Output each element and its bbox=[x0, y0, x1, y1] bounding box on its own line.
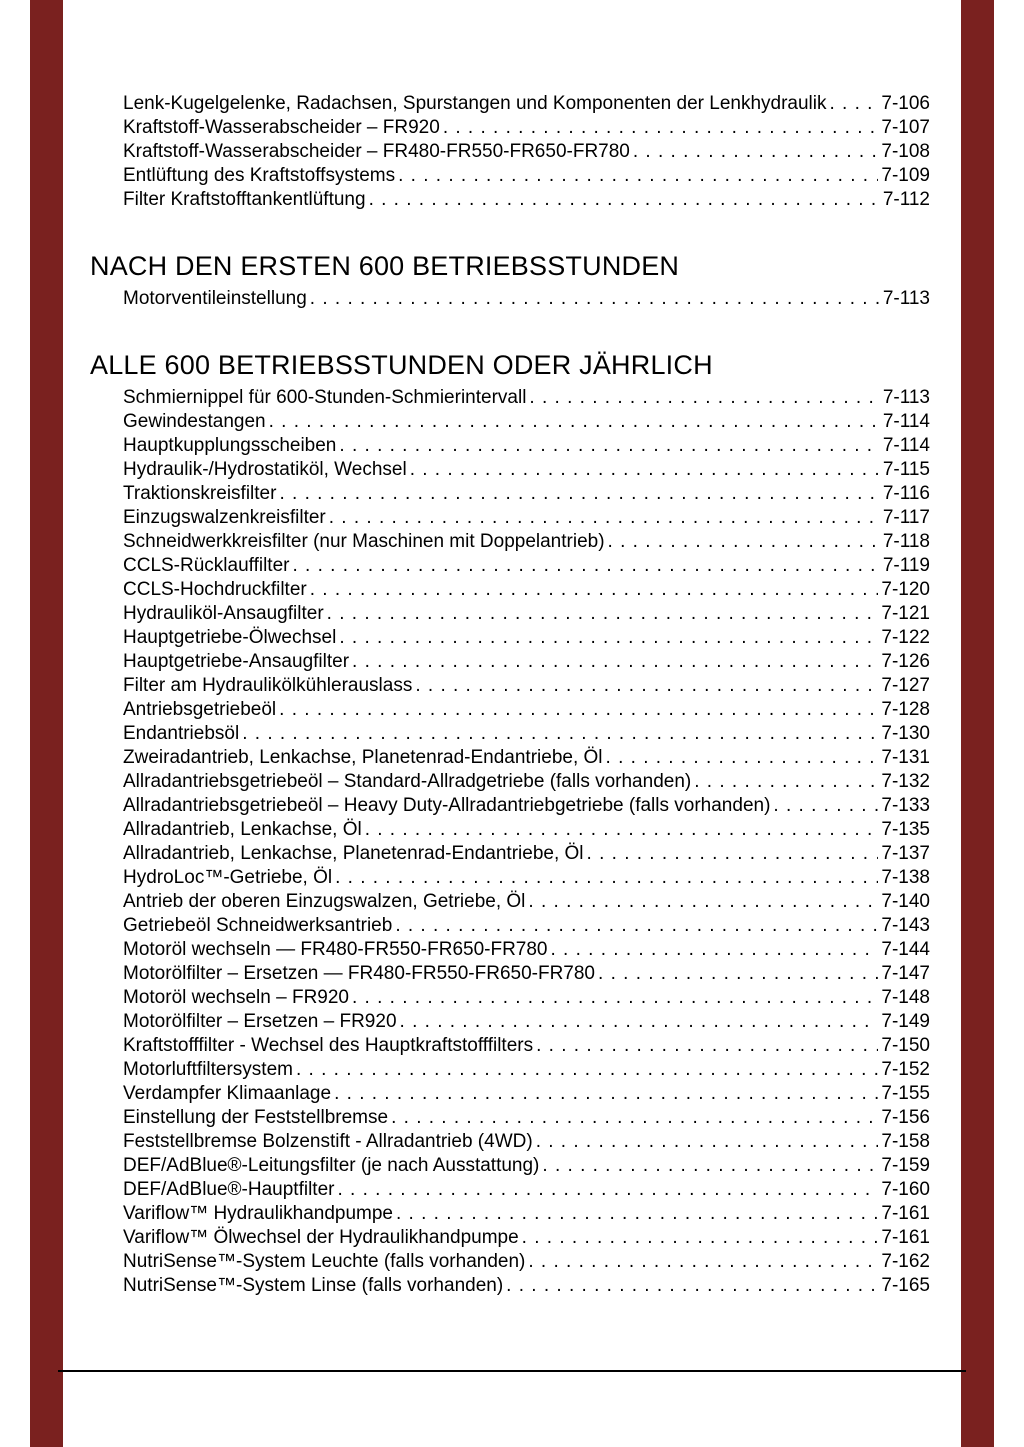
entry-page-number: 7-107 bbox=[881, 117, 930, 138]
entry-title: Hauptkupplungsscheiben bbox=[123, 435, 337, 456]
entry-page-number: 7-159 bbox=[881, 1155, 930, 1176]
entry-title: NutriSense™-System Leuchte (falls vorhanden) bbox=[123, 1251, 526, 1272]
dot-leader bbox=[536, 1130, 879, 1154]
toc-entry bbox=[123, 1154, 930, 1178]
dot-leader bbox=[327, 602, 879, 626]
entry-title: NutriSense™-System Linse (falls vorhanden) bbox=[123, 1275, 504, 1296]
entry-title: Endantriebsöl bbox=[123, 723, 240, 744]
toc-sections bbox=[90, 92, 930, 1298]
entry-page-number: 7-133 bbox=[881, 795, 930, 816]
dot-leader bbox=[352, 650, 878, 674]
entry-page-number: 7-160 bbox=[881, 1179, 930, 1200]
toc-entry bbox=[123, 434, 930, 458]
toc-entry bbox=[123, 554, 930, 578]
section-entries bbox=[123, 92, 930, 212]
dot-leader bbox=[339, 434, 879, 458]
entry-page-number: 7-112 bbox=[882, 189, 930, 210]
entry-page-number: 7-165 bbox=[881, 1275, 930, 1296]
entry-page-number: 7-115 bbox=[882, 459, 930, 480]
entry-page-number: 7-161 bbox=[881, 1227, 930, 1248]
entry-page-number: 7-114 bbox=[882, 411, 930, 432]
toc-entry bbox=[123, 1106, 930, 1130]
entry-page-number: 7-116 bbox=[882, 483, 930, 504]
dot-leader bbox=[551, 938, 879, 962]
entry-page-number: 7-156 bbox=[881, 1107, 930, 1128]
dot-leader bbox=[536, 1034, 878, 1058]
dot-leader bbox=[633, 140, 879, 164]
dot-leader bbox=[296, 1058, 878, 1082]
toc-entry bbox=[123, 890, 930, 914]
toc-section bbox=[90, 250, 930, 311]
toc-entry bbox=[123, 722, 930, 746]
entry-page-number: 7-117 bbox=[882, 507, 930, 528]
entry-page-number: 7-113 bbox=[882, 387, 930, 408]
toc-entry bbox=[123, 1250, 930, 1274]
toc-entry bbox=[123, 1034, 930, 1058]
entry-page-number: 7-113 bbox=[882, 288, 930, 309]
toc-entry bbox=[123, 386, 930, 410]
dot-leader bbox=[269, 410, 880, 434]
toc-entry bbox=[123, 92, 930, 116]
entry-page-number: 7-138 bbox=[881, 867, 930, 888]
entry-page-number: 7-131 bbox=[881, 747, 930, 768]
section-entries bbox=[123, 386, 930, 1298]
dot-leader bbox=[608, 530, 880, 554]
entry-title: Hauptgetriebe-Ansaugfilter bbox=[123, 651, 350, 672]
entry-title: Motorventileinstellung bbox=[123, 288, 307, 309]
dot-leader bbox=[365, 818, 879, 842]
toc-entry bbox=[123, 578, 930, 602]
entry-title: Allradantriebsgetriebeöl – Standard-Allradgetriebe (falls vorhanden) bbox=[123, 771, 692, 792]
entry-page-number: 7-119 bbox=[882, 555, 930, 576]
entry-title: Schneidwerkkreisfilter (nur Maschinen mit Doppelantrieb) bbox=[123, 531, 605, 552]
toc-section bbox=[90, 349, 930, 1298]
entry-title: Hauptgetriebe-Ölwechsel bbox=[123, 627, 337, 648]
entry-title: Antriebsgetriebeöl bbox=[123, 699, 277, 720]
entry-title: HydroLoc™-Getriebe, Öl bbox=[123, 867, 333, 888]
section-heading: ALLE 600 BETRIEBSSTUNDEN ODER JÄHRLICH bbox=[90, 350, 713, 380]
entry-page-number: 7-127 bbox=[881, 675, 930, 696]
toc-entry bbox=[123, 410, 930, 434]
toc-entry bbox=[123, 938, 930, 962]
toc-entry bbox=[123, 986, 930, 1010]
dot-leader bbox=[310, 287, 880, 311]
dot-leader bbox=[279, 482, 879, 506]
toc-entry bbox=[123, 866, 930, 890]
dot-leader bbox=[396, 1202, 878, 1226]
entry-title: Hydraulik-/Hydrostatiköl, Wechsel bbox=[123, 459, 407, 480]
entry-page-number: 7-150 bbox=[881, 1035, 930, 1056]
entry-title: Allradantriebsgetriebeöl – Heavy Duty-Allradantriebgetriebe (falls vorhanden) bbox=[123, 795, 771, 816]
entry-title: CCLS-Rücklauffilter bbox=[123, 555, 290, 576]
entry-page-number: 7-143 bbox=[881, 915, 930, 936]
entry-title: Kraftstofffilter - Wechsel des Hauptkraftstofffilters bbox=[123, 1035, 534, 1056]
entry-title: Gewindestangen bbox=[123, 411, 266, 432]
entry-title: Antrieb der oberen Einzugswalzen, Getriebe, Öl bbox=[123, 891, 526, 912]
toc-entry bbox=[123, 842, 930, 866]
entry-page-number: 7-137 bbox=[881, 843, 930, 864]
dot-leader bbox=[242, 722, 878, 746]
entry-title: Lenk-Kugelgelenke, Radachsen, Spurstangen und Komponenten der Lenkhydraulik bbox=[123, 93, 827, 114]
entry-page-number: 7-118 bbox=[882, 531, 930, 552]
toc-entry bbox=[123, 914, 930, 938]
dot-leader bbox=[337, 1178, 878, 1202]
entry-title: Einstellung der Feststellbremse bbox=[123, 1107, 389, 1128]
toc-section bbox=[90, 92, 930, 212]
toc-entry bbox=[123, 506, 930, 530]
entry-page-number: 7-149 bbox=[881, 1011, 930, 1032]
dot-leader bbox=[773, 794, 878, 818]
dot-leader bbox=[443, 116, 879, 140]
entry-page-number: 7-148 bbox=[881, 987, 930, 1008]
entry-title: Verdampfer Klimaanlage bbox=[123, 1083, 332, 1104]
dot-leader bbox=[400, 1010, 879, 1034]
entry-page-number: 7-106 bbox=[881, 93, 930, 114]
toc-entry bbox=[123, 698, 930, 722]
entry-page-number: 7-147 bbox=[881, 963, 930, 984]
toc-page-content bbox=[90, 92, 930, 1298]
dot-leader bbox=[830, 92, 879, 116]
entry-title: Allradantrieb, Lenkachse, Öl bbox=[123, 819, 362, 840]
entry-page-number: 7-121 bbox=[881, 603, 930, 624]
toc-entry bbox=[123, 1130, 930, 1154]
left-border-bar bbox=[30, 0, 63, 1447]
entry-title: CCLS-Hochdruckfilter bbox=[123, 579, 307, 600]
toc-entry bbox=[123, 140, 930, 164]
dot-leader bbox=[694, 770, 878, 794]
toc-entry bbox=[123, 1178, 930, 1202]
dot-leader bbox=[598, 962, 878, 986]
entry-title: DEF/AdBlue®-Leitungsfilter (je nach Ausstattung) bbox=[123, 1155, 540, 1176]
dot-leader bbox=[398, 164, 878, 188]
entry-title: Entlüftung des Kraftstoffsystems bbox=[123, 165, 396, 186]
toc-entry bbox=[123, 1226, 930, 1250]
toc-entry bbox=[123, 530, 930, 554]
entry-page-number: 7-162 bbox=[881, 1251, 930, 1272]
dot-leader bbox=[352, 986, 878, 1010]
entry-title: Kraftstoff-Wasserabscheider – FR920 bbox=[123, 117, 440, 138]
entry-page-number: 7-114 bbox=[882, 435, 930, 456]
toc-entry bbox=[123, 794, 930, 818]
entry-title: Filter Kraftstofftankentlüftung bbox=[123, 189, 366, 210]
toc-entry bbox=[123, 674, 930, 698]
dot-leader bbox=[542, 1154, 878, 1178]
toc-entry bbox=[123, 962, 930, 986]
entry-page-number: 7-161 bbox=[881, 1203, 930, 1224]
toc-entry bbox=[123, 602, 930, 626]
toc-entry bbox=[123, 482, 930, 506]
entry-title: Variflow™ Ölwechsel der Hydraulikhandpumpe bbox=[123, 1227, 519, 1248]
toc-entry bbox=[123, 770, 930, 794]
toc-entry bbox=[123, 1058, 930, 1082]
entry-title: Allradantrieb, Lenkachse, Planetenrad-Endantriebe, Öl bbox=[123, 843, 584, 864]
entry-title: DEF/AdBlue®-Hauptfilter bbox=[123, 1179, 335, 1200]
entry-page-number: 7-109 bbox=[881, 165, 930, 186]
dot-leader bbox=[529, 386, 879, 410]
entry-title: Motoröl wechseln – FR920 bbox=[123, 987, 349, 1008]
entry-page-number: 7-155 bbox=[881, 1083, 930, 1104]
entry-title: Motorölfilter – Ersetzen — FR480-FR550-FR650-FR780 bbox=[123, 963, 596, 984]
entry-title: Motorluftfiltersystem bbox=[123, 1059, 293, 1080]
entry-page-number: 7-120 bbox=[881, 579, 930, 600]
toc-entry bbox=[123, 1202, 930, 1226]
toc-entry bbox=[123, 650, 930, 674]
toc-entry bbox=[123, 287, 930, 311]
dot-leader bbox=[528, 890, 878, 914]
dot-leader bbox=[310, 578, 879, 602]
dot-leader bbox=[339, 626, 878, 650]
dot-leader bbox=[410, 458, 880, 482]
dot-leader bbox=[391, 1106, 878, 1130]
right-border-bar bbox=[961, 0, 994, 1447]
entry-title: Feststellbremse Bolzenstift - Allradantrieb (4WD) bbox=[123, 1131, 533, 1152]
toc-entry bbox=[123, 116, 930, 140]
toc-entry bbox=[123, 746, 930, 770]
section-entries bbox=[123, 287, 930, 311]
entry-title: Hydrauliköl-Ansaugfilter bbox=[123, 603, 324, 624]
toc-entry bbox=[123, 458, 930, 482]
entry-title: Motorölfilter – Ersetzen – FR920 bbox=[123, 1011, 397, 1032]
entry-page-number: 7-128 bbox=[881, 699, 930, 720]
entry-title: Filter am Hydraulikölkühlerauslass bbox=[123, 675, 413, 696]
entry-title: Traktionskreisfilter bbox=[123, 483, 277, 504]
entry-title: Zweiradantrieb, Lenkachse, Planetenrad-Endantriebe, Öl bbox=[123, 747, 603, 768]
dot-leader bbox=[522, 1226, 879, 1250]
entry-title: Motoröl wechseln — FR480-FR550-FR650-FR780 bbox=[123, 939, 548, 960]
entry-title: Variflow™ Hydraulikhandpumpe bbox=[123, 1203, 393, 1224]
entry-page-number: 7-152 bbox=[881, 1059, 930, 1080]
dot-leader bbox=[506, 1274, 878, 1298]
entry-page-number: 7-108 bbox=[881, 141, 930, 162]
entry-title: Kraftstoff-Wasserabscheider – FR480-FR550-FR650-FR780 bbox=[123, 141, 630, 162]
entry-page-number: 7-135 bbox=[881, 819, 930, 840]
dot-leader bbox=[292, 554, 879, 578]
section-heading: NACH DEN ERSTEN 600 BETRIEBSSTUNDEN bbox=[90, 251, 680, 281]
entry-title: Getriebeöl Schneidwerksantrieb bbox=[123, 915, 393, 936]
dot-leader bbox=[334, 1082, 878, 1106]
dot-leader bbox=[395, 914, 878, 938]
dot-leader bbox=[415, 674, 878, 698]
entry-page-number: 7-126 bbox=[881, 651, 930, 672]
toc-entry bbox=[123, 1274, 930, 1298]
footer-rule bbox=[58, 1370, 966, 1372]
toc-entry bbox=[123, 626, 930, 650]
toc-entry bbox=[123, 188, 930, 212]
dot-leader bbox=[587, 842, 879, 866]
toc-entry bbox=[123, 1010, 930, 1034]
toc-entry bbox=[123, 818, 930, 842]
dot-leader bbox=[329, 506, 880, 530]
dot-leader bbox=[279, 698, 878, 722]
dot-leader bbox=[335, 866, 878, 890]
entry-page-number: 7-144 bbox=[881, 939, 930, 960]
entry-page-number: 7-140 bbox=[881, 891, 930, 912]
entry-title: Schmiernippel für 600-Stunden-Schmierintervall bbox=[123, 387, 527, 408]
toc-entry bbox=[123, 1082, 930, 1106]
entry-title: Einzugswalzenkreisfilter bbox=[123, 507, 326, 528]
entry-page-number: 7-132 bbox=[881, 771, 930, 792]
dot-leader bbox=[528, 1250, 878, 1274]
entry-page-number: 7-122 bbox=[881, 627, 930, 648]
toc-entry bbox=[123, 164, 930, 188]
dot-leader bbox=[369, 188, 880, 212]
entry-page-number: 7-130 bbox=[881, 723, 930, 744]
dot-leader bbox=[606, 746, 879, 770]
entry-page-number: 7-158 bbox=[881, 1131, 930, 1152]
